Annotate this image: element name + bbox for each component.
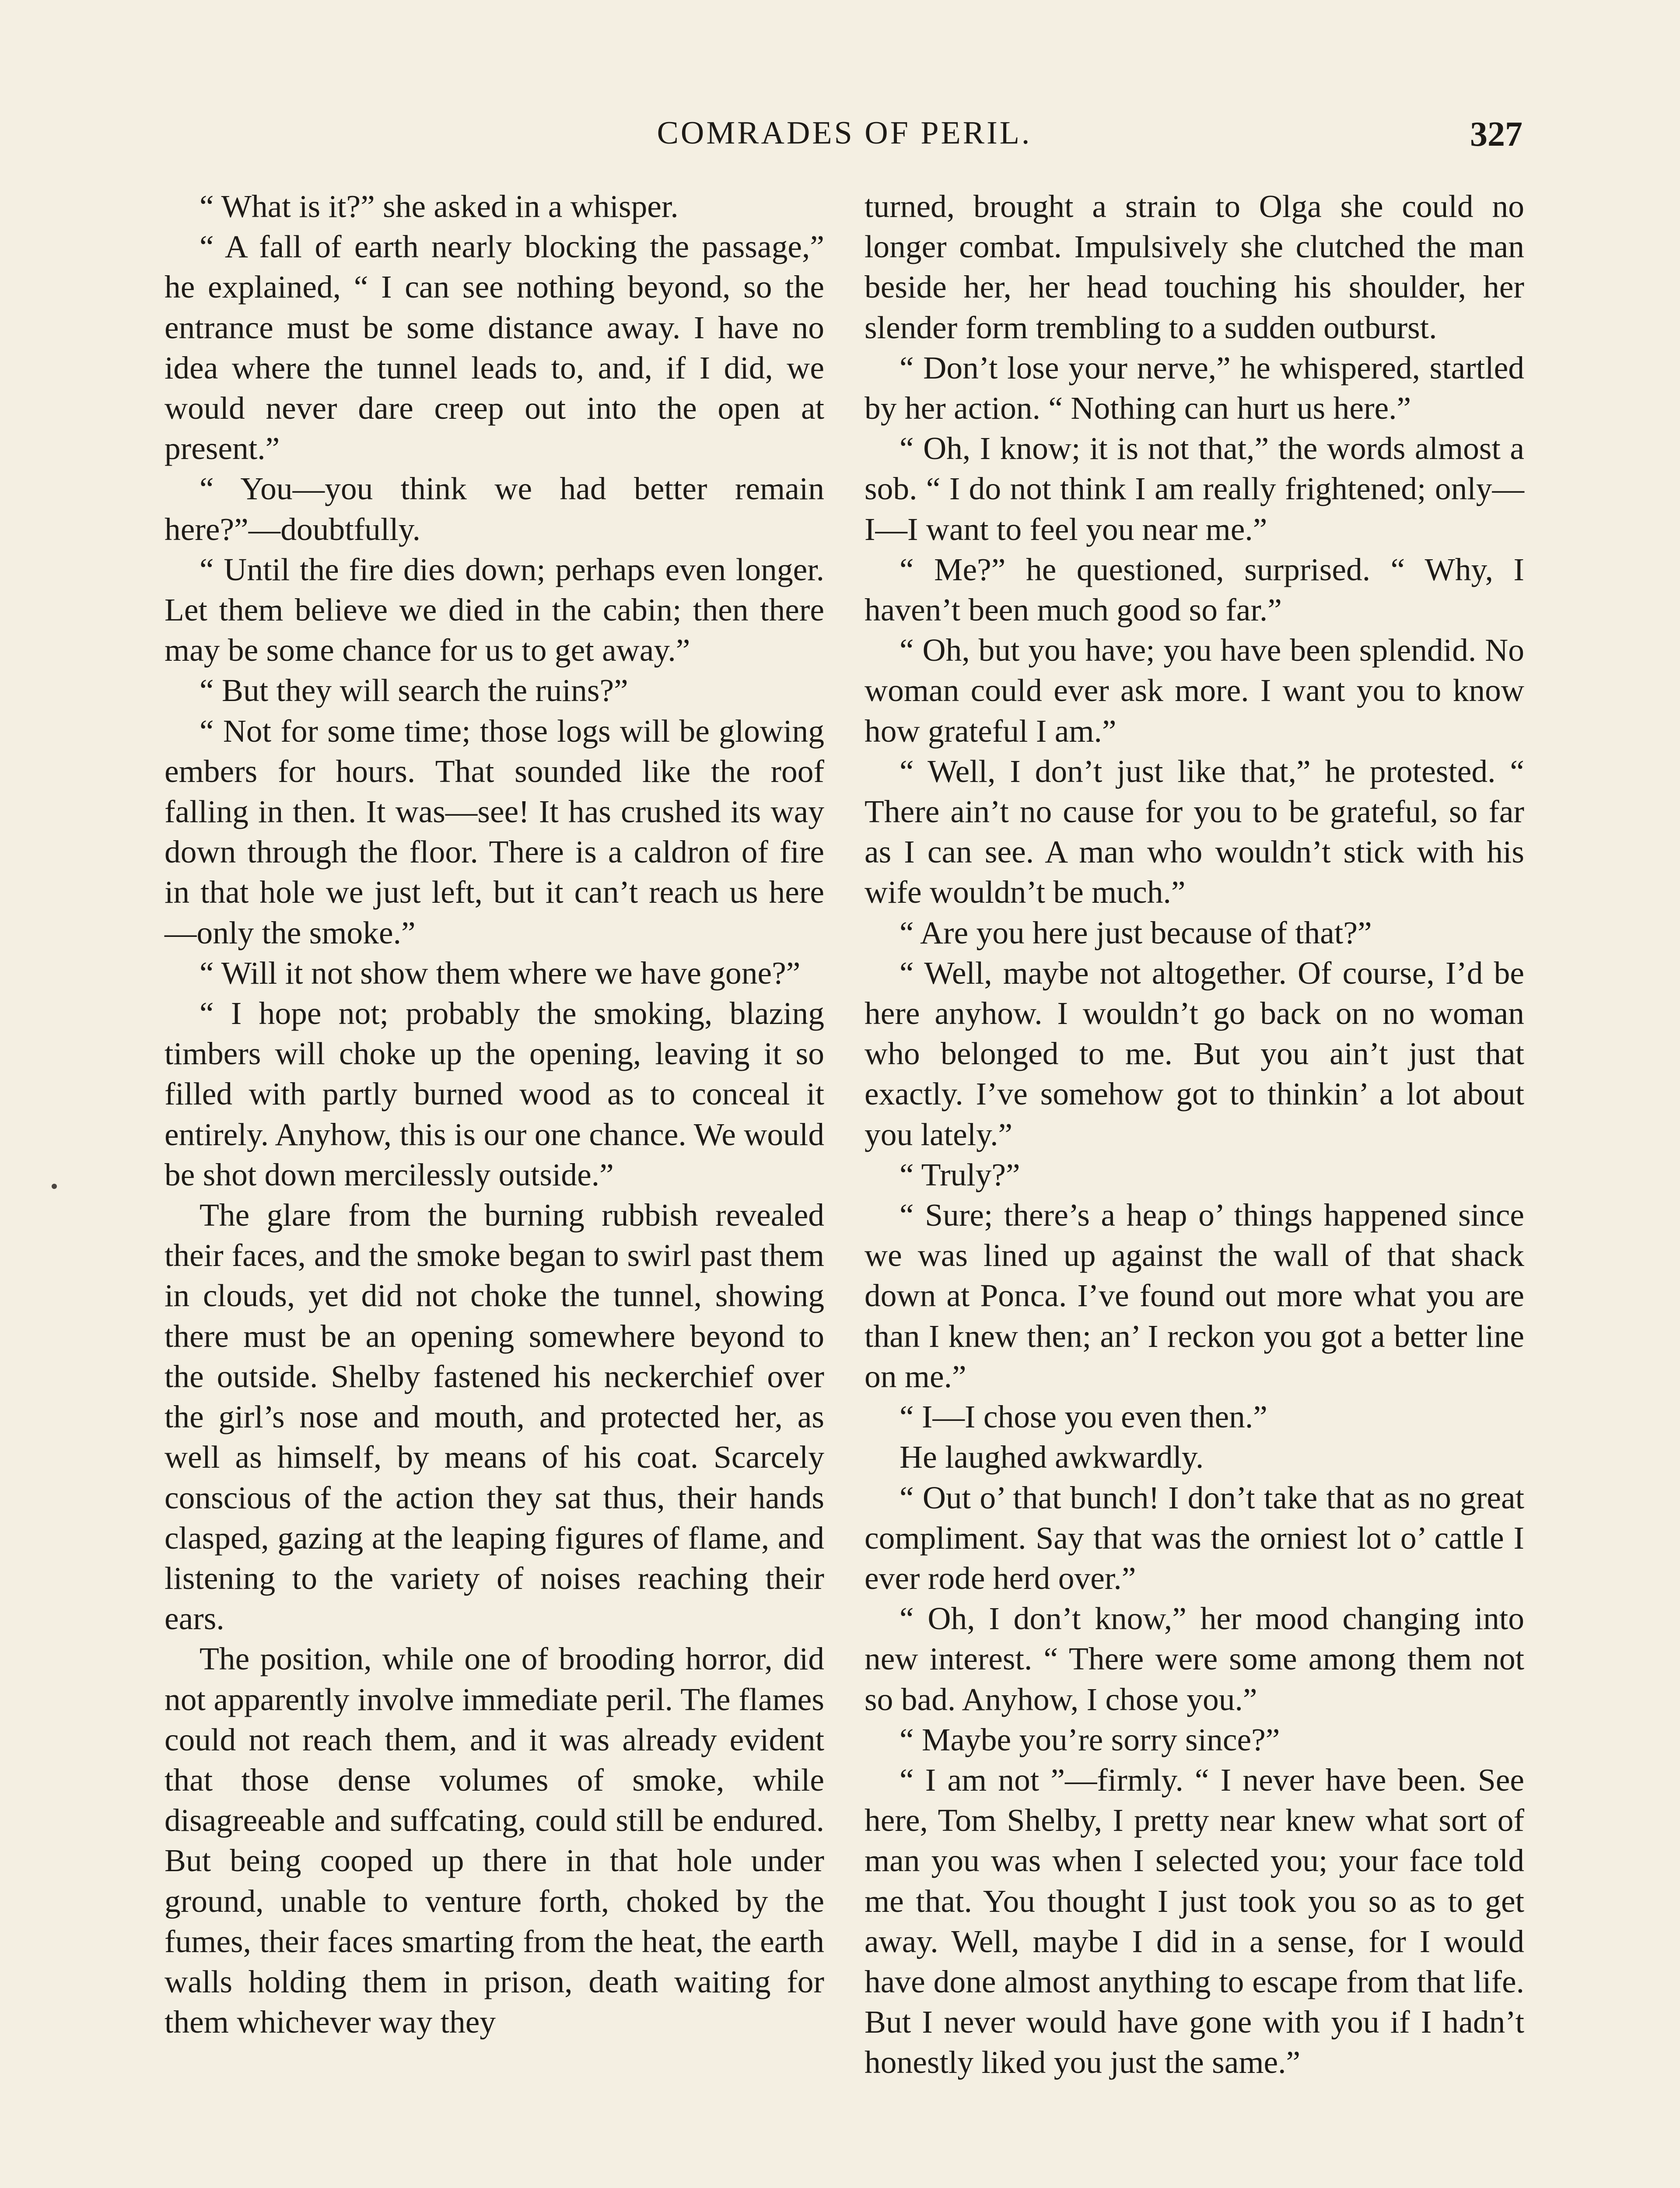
- scan-speck: [52, 1184, 57, 1189]
- running-head: COMRADES OF PERIL.: [657, 115, 1032, 151]
- paragraph: “ Well, maybe not altogether. Of course, I’d be here anyhow. I wouldn’t go back on no woman who belonged to me. But you ain’t just that exactly. I’ve somehow got to thinkin’ a lot about you lately.”: [864, 955, 1524, 1152]
- paragraph: “ I—I chose you even then.”: [900, 1399, 1267, 1435]
- paragraph: “ Are you here just because of that?”: [900, 915, 1372, 950]
- paragraph: “ Oh, but you have; you have been splendid. No woman could ever ask more. I want you to know how grateful I am.”: [864, 632, 1524, 749]
- paragraph: “ Will it not show them where we have gone?”: [200, 955, 801, 991]
- paragraph: “ But they will search the ruins?”: [200, 673, 628, 708]
- paragraph: “ Not for some time; those logs will be glowing embers for hours. That sounded like the roof falling in then. It was—see! It has crushed its way down through the floor. There is a caldron of fire in that hole we just left, but it can’t reach us here —only the smoke.”: [164, 713, 824, 950]
- page-number: 327: [1470, 115, 1522, 154]
- text-column-right: [864, 186, 1524, 2188]
- paragraph: The position, while one of brooding horror, did not apparently involve immediate peril. The flames could not reach them, and it was already evident that those dense volumes of smoke, while disagreeable and suffcating, could still be endured. But being cooped up there in that hole under ground, unable to venture forth, choked by the fumes, their faces smarting from the heat, the earth walls holding them in prison, death waiting for them whichever way they: [164, 1641, 824, 2040]
- paragraph: “ You—you think we had better remain here?”—doubtfully.: [164, 471, 824, 547]
- paragraph: The glare from the burning rubbish revealed their faces, and the smoke began to swirl past them in clouds, yet did not choke the tunnel, showing there must be an opening somewhere beyond to the outside. Shelby fastened his neckerchief over the girl’s nose and mouth, and protected her, as well as himself, by means of his coat. Scarcely conscious of the action they sat thus, their hands clasped, gazing at the leaping figures of flame, and listening to the variety of noises reaching their ears.: [164, 1197, 824, 1637]
- paragraph: “ I am not ”—firmly. “ I never have been. See here, Tom Shelby, I pretty near knew what sort of man you was when I selected you; your face told me that. You thought I just took you so as to get away. Well, maybe I did in a sense, for I would have done almost anything to escape from that life. But I never would have gone with you if I hadn’t honestly liked you just the same.”: [864, 1762, 1524, 2080]
- paragraph: turned, brought a strain to Olga she could no longer combat. Impulsively she clutched the man beside her, her head touching his shoulder, her slender form trembling to a sudden outburst.: [864, 189, 1524, 345]
- paragraph: “ Sure; there’s a heap o’ things happened since we was lined up against the wall of that shack down at Ponca. I’ve found out more what you are than I knew then; an’ I reckon you got a better line on me.”: [864, 1197, 1524, 1394]
- paragraph: He laughed awkwardly.: [900, 1439, 1204, 1475]
- paragraph: “ Until the fire dies down; perhaps even longer. Let them believe we died in the cabin; then there may be some chance for us to get away.”: [164, 551, 824, 668]
- paragraph: “ Oh, I know; it is not that,” the words almost a sob. “ I do not think I am really frightened; only—I—I want to feel you near me.”: [864, 431, 1524, 547]
- paragraph: “ Truly?”: [900, 1157, 1020, 1192]
- text-column-left: [164, 186, 824, 2188]
- page-header: [166, 115, 1522, 163]
- paragraph: “ Don’t lose your nerve,” he whispered, startled by her action. “ Nothing can hurt us here.”: [864, 350, 1524, 426]
- paragraph: “ I hope not; probably the smoking, blazing timbers will choke up the opening, leaving it so filled with partly burned wood as to conceal it entirely. Anyhow, this is our one chance. We would be shot down mercilessly outside.”: [164, 996, 825, 1192]
- paragraph: “ A fall of earth nearly blocking the passage,” he explained, “ I can see nothing beyond, so the entrance must be some distance away. I have no idea where the tunnel leads to, and, if I did, we would never dare creep out into the open at present.”: [164, 229, 824, 466]
- paragraph: “ Oh, I don’t know,” her mood changing into new interest. “ There were some among them not so bad. Anyhow, I chose you.”: [864, 1601, 1524, 1717]
- paragraph: “ Me?” he questioned, surprised. “ Why, I haven’t been much good so far.”: [864, 551, 1524, 628]
- paragraph: “ Maybe you’re sorry since?”: [900, 1722, 1280, 1757]
- paragraph: “ Well, I don’t just like that,” he protested. “ There ain’t no cause for you to be grateful, so far as I can see. A man who wouldn’t stick with his wife wouldn’t be much.”: [864, 753, 1524, 910]
- paragraph: “ What is it?” she asked in a whisper.: [200, 189, 679, 224]
- paragraph: “ Out o’ that bunch! I don’t take that as no great compliment. Say that was the orniest lot o’ cattle I ever rode herd over.”: [864, 1480, 1524, 1596]
